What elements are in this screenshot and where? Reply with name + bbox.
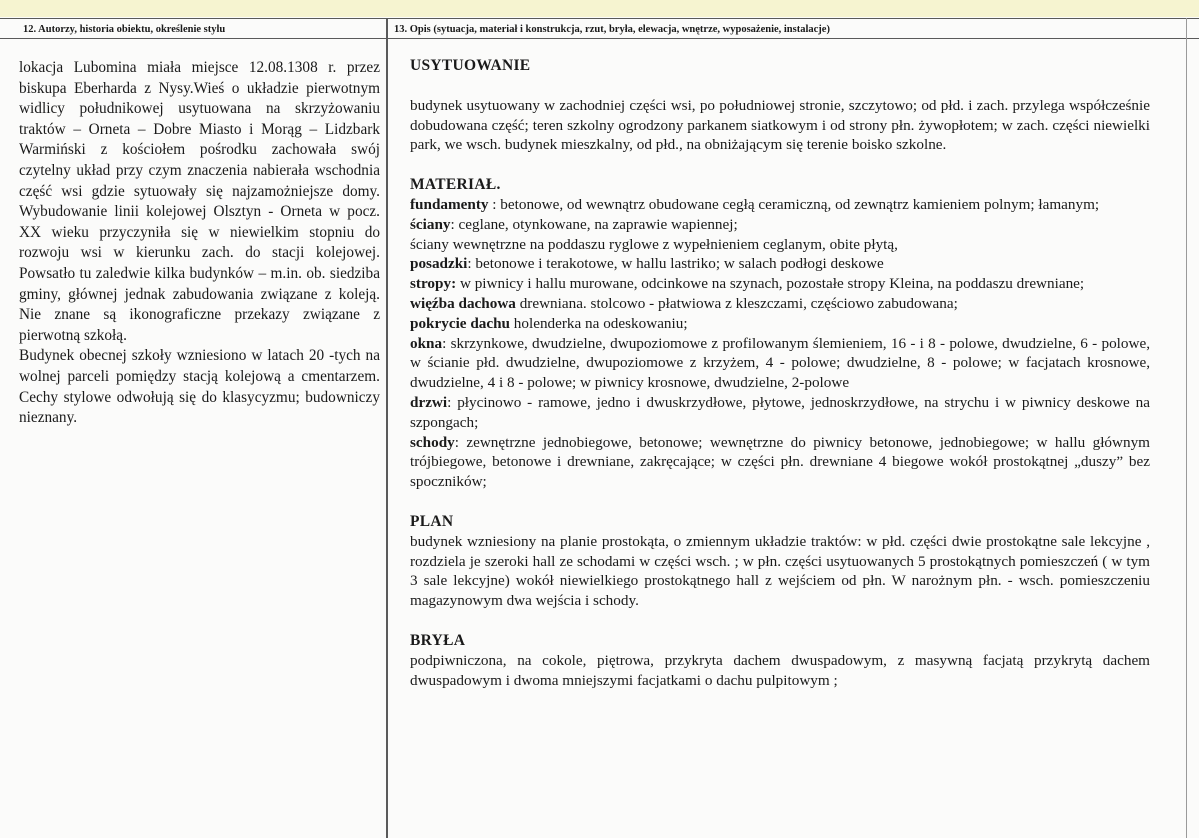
header-bottom-border bbox=[0, 38, 1199, 39]
bryla-body: podpiwniczona, na cokole, piętrowa, przykryta dachem dwuspadowym, z masywną facjatą przykrytą dachem dwuspadowym i dwoma mniejszymi facjatkami o dachu pulpitowym ; bbox=[410, 651, 1150, 689]
material-text: : zewnętrzne jednobiegowe, betonowe; wewnętrzne do piwnicy betonowe, jednobiegowe; w hallu głównym trójbiegowe, betonowe i drewniane, zakręcające; w części płn. drewniane 4 biegowe wokół prostokątnej „duszy” bez spoczników; bbox=[410, 433, 1150, 491]
right-page-edge bbox=[1186, 18, 1187, 838]
material-text: : płycinowo - ramowe, jedno i dwuskrzydłowe, płytowe, jednoskrzydłowe, na strychu i w piwnicy deskowe na szpongach; bbox=[410, 393, 1150, 431]
material-term: okna bbox=[410, 334, 443, 352]
usytuowanie-heading: USYTUOWANIE bbox=[410, 57, 531, 74]
material-term: drzwi bbox=[410, 393, 448, 411]
material-entry bbox=[410, 314, 1150, 334]
bryla-heading: BRYŁA bbox=[410, 631, 466, 649]
material-entry bbox=[410, 393, 1150, 433]
material-text: w piwnicy i hallu murowane, odcinkowe na szynach, pozostałe stropy Kleina, na poddaszu drewniane; bbox=[456, 275, 1085, 293]
material-entry bbox=[410, 254, 1150, 274]
material-entry bbox=[410, 195, 1150, 215]
material-term: pokrycie dachu bbox=[410, 314, 510, 332]
material-text: : betonowe i terakotowe, w hallu lastriko; w salach podłogi deskowe bbox=[467, 255, 884, 273]
material-term: więźba dachowa bbox=[410, 294, 516, 312]
history-paragraph-1: lokacja Lubomina miała miejsce 12.08.1308 r. przez biskupa Eberharda z Nysy.Wieś o układzie pierwotnym widlicy południkowej usytuowana na skrzyżowaniu traktów – Orneta – Dobre Miasto i Morąg – Lidzbark Warmiński z kościołem pośrodku zachowała swój czytelny układ przy czym znaczenia nabierała wschodnia część wsi gdzie sytuowały się najzamożniejsze domy. Wybudowanie linii kolejowej Olsztyn - Orneta w pocz. XX wieku przyczyniła się w niewielkim stopniu do rozwoju wsi w kierunku zach. do stacji kolejowej. Powsatło tu zaledwie kilka budynków – m.in. ob. siedziba gminy, głównej jednak zabudowania związane z koleją. Nie znane są ikonograficzne przekazy związane z pierwotną szkołą. bbox=[19, 59, 380, 344]
material-entry bbox=[410, 235, 1150, 255]
material-text: : betonowe, od wewnątrz obudowane cegłą ceramiczną, od zewnątrz kamieniem polnym; łamanym; bbox=[488, 195, 1100, 213]
plan-body: budynek wzniesiony na planie prostokąta, o zmiennym układzie traktów: w płd. części dwie prostokątne sale lekcyjne , rozdziela je szeroki hall ze schodami w części wsch. ; w płn. części usytuowanych 5 prostokątnych pomieszczeń ( w tym 3 sale lekcyjne) wokół niewielkiego prostokątnego hall z wejściem od płn. W narożnym płn. - wsch. pomieszczeniu magazynowym dwa wejścia i schody. bbox=[410, 532, 1150, 610]
material-text: : skrzynkowe, dwudzielne, dwupoziomowe z profilowanym ślemieniem, 16 - i 8 - polowe, dwudzielne, 6 - polowe, w ścianie płd. dwudzielne, dwupoziomowe z krzyżem, 4 - polowe; dwudzielne, 8 - polowe; w facjatach krosnowe, dwudzielne, 4 i 8 - polowe; w piwnicy krosnowe, dwudzielne, 2-polowe bbox=[410, 334, 1150, 392]
material-text: ściany wewnętrzne na poddaszu ryglowe z wypełnieniem ceglanym, obite płytą, bbox=[410, 235, 898, 253]
material-entry bbox=[410, 274, 1150, 294]
table-top-border bbox=[0, 18, 1199, 19]
material-term: schody bbox=[410, 433, 455, 451]
history-column-header: 12. Autorzy, historia obiektu, określenie stylu bbox=[23, 24, 226, 35]
material-entry bbox=[410, 294, 1150, 314]
material-term: fundamenty bbox=[410, 195, 489, 213]
material-entry bbox=[410, 215, 1150, 235]
material-entry bbox=[410, 433, 1150, 492]
material-text: : ceglane, otynkowane, na zaprawie wapiennej; bbox=[450, 215, 738, 233]
material-term: ściany bbox=[410, 215, 451, 233]
material-heading: MATERIAŁ. bbox=[410, 176, 501, 194]
column-divider bbox=[386, 18, 388, 838]
material-text: drewniana. stolcowo - płatwiowa z kleszczami, częściowo zabudowana; bbox=[515, 294, 958, 312]
material-entry bbox=[410, 334, 1150, 393]
description-section bbox=[410, 56, 1150, 690]
material-term: stropy: bbox=[410, 275, 457, 293]
usytuowanie-body: budynek usytuowany w zachodniej części wsi, po południowej stronie, szczytowo; od płd. i zach. przylega współcześnie dobudowana część; teren szkolny ogrodzony parkanem siatkowym i od strony płn. żywopłotem; w zach. części niewielki park, we wsch. budynek mieszkalny, od płd., na obniżającym się terenie boisko szkolne. bbox=[410, 96, 1150, 154]
history-paragraph-2: Budynek obecnej szkoły wzniesiono w latach 20 -tych na wolnej parceli pomiędzy stacją kolejową a cmentarzem. Cechy stylowe odwołują się do klasycyzmu; budowniczy nieznany. bbox=[19, 347, 380, 427]
material-text: holenderka na odeskowaniu; bbox=[510, 314, 688, 332]
material-term: posadzki bbox=[410, 255, 468, 273]
top-margin-strip bbox=[0, 0, 1199, 17]
plan-heading: PLAN bbox=[410, 512, 454, 530]
description-column-header: 13. Opis (sytuacja, materiał i konstrukcja, rzut, bryła, elewacja, wnętrze, wyposażenie, instalacje) bbox=[394, 24, 830, 35]
material-list bbox=[410, 195, 1150, 492]
history-section bbox=[19, 58, 380, 429]
